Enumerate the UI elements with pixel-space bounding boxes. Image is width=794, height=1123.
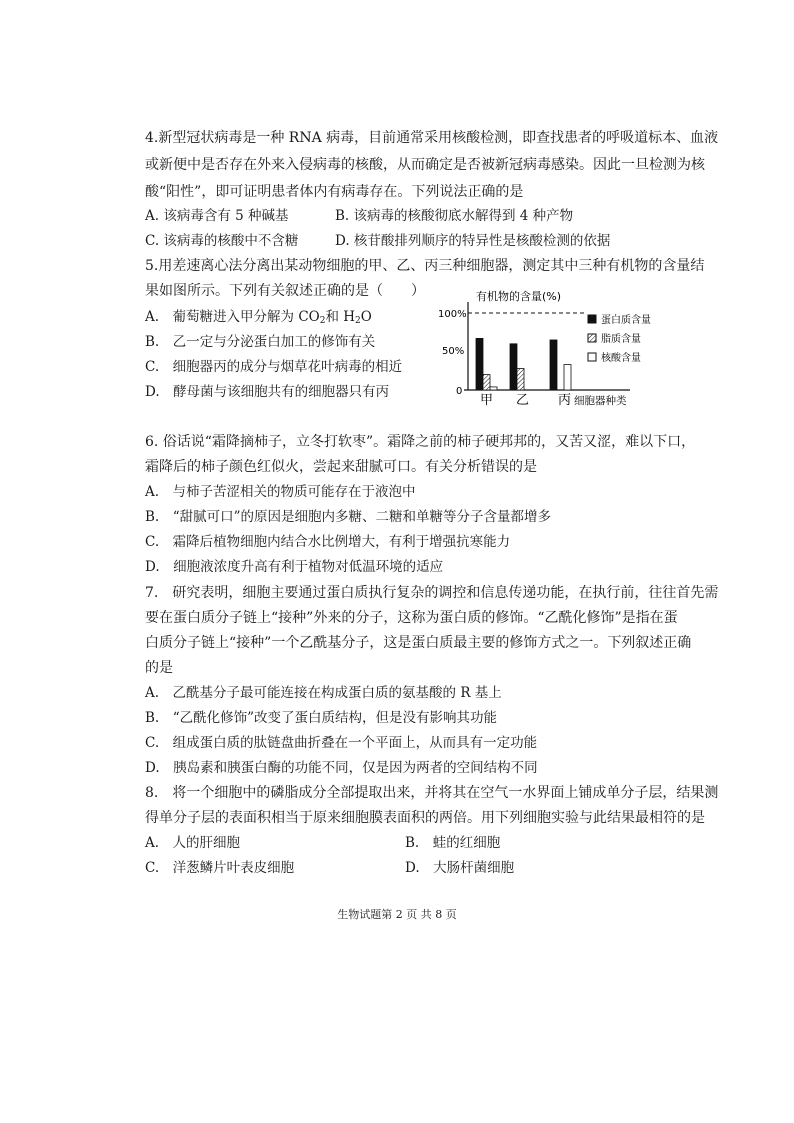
q4-option-d: D. 核苷酸排列顺序的特异性是核酸检测的依据 <box>335 233 611 249</box>
q6-stem-line-1: 6. 俗话说“霜降摘柿子，立冬打软枣”。霜降之前的柿子硬邦邦的，又苦又涩，难以下口， <box>145 434 696 450</box>
organelle-content-chart <box>418 288 668 410</box>
chart-category-yi: 乙 <box>516 393 530 408</box>
q4-stem-line-1: 4.新型冠状病毒是一种 RNA 病毒，目前通常采用核酸检测，即查找患者的呼吸道标本、血液 <box>145 130 719 146</box>
q4-option-b: B. 该病毒的核酸彻底水解得到 4 种产物 <box>335 208 574 224</box>
chart-ytick-0: 0 <box>456 386 463 397</box>
bar-protein-1 <box>476 338 483 390</box>
q5-option-a: A. 葡萄糖进入甲分解为 $CO_2$和 $H_2O$ <box>145 309 372 326</box>
q8-option-b: B. 蛙的红细胞 <box>405 835 501 851</box>
bar-protein-3 <box>550 340 557 390</box>
q6-option-b: B. “甜腻可口”的原因是细胞内多糖、二糖和单糖等分子含量都增多 <box>145 509 552 525</box>
q8-option-c: C. 洋葱鳞片叶表皮细胞 <box>145 860 295 876</box>
chart-title: 有机物的含量(%) <box>476 290 562 303</box>
q5-stem-line-2: 果如图所示。下列有关叙述正确的是（ ） <box>145 283 425 299</box>
bar-protein-2 <box>510 344 517 390</box>
q8-stem-line-2: 得单分子层的表面积相当于原来细胞膜表面积的两倍。用下列细胞实验与此结果最相符的是 <box>145 810 705 826</box>
q7-option-a: A. 乙酰基分子最可能连接在构成蛋白质的氨基酸的 R 基上 <box>145 685 502 701</box>
legend-label-lipid: 脂质含量 <box>601 334 641 345</box>
q8-option-a: A. 人的肝细胞 <box>145 835 241 851</box>
q6-stem-line-2: 霜降后的柿子颜色红似火，尝起来甜腻可口。有关分析错误的是 <box>145 459 537 475</box>
q7-option-c: C. 组成蛋白质的肽链盘曲折叠在一个平面上，从而具有一定功能 <box>145 735 538 751</box>
bar-lipid-2 <box>517 368 524 390</box>
legend-label-protein: 蛋白质含量 <box>601 315 651 326</box>
q6-option-a: A. 与柿子苦涩相关的物质可能存在于液泡中 <box>145 484 416 500</box>
bar-nucleic-1 <box>490 387 497 390</box>
q4-stem-line-2: 或新便中是否存在外来入侵病毒的核酸，从而确定是否被新冠病毒感染。因此一旦检测为核 <box>145 157 705 173</box>
bar-nucleic-3 <box>564 365 571 390</box>
legend-label-nucleic: 核酸含量 <box>601 353 641 364</box>
chart-ytick-100: 100% <box>438 309 467 320</box>
q4-option-c: C. 该病毒的核酸中不含糖 <box>145 233 299 249</box>
q7-stem-line-3: 白质分子链上“接种”一个乙酰基分子，这是蛋白质最主要的修饰方式之一。下列叙述正确 <box>145 635 692 651</box>
q5-option-b: B. 乙一定与分泌蛋白加工的修饰有关 <box>145 334 376 350</box>
q7-option-b: B. “乙酰化修饰”改变了蛋白质结构，但是没有影响其功能 <box>145 710 498 726</box>
legend-swatch-nucleic <box>588 353 596 361</box>
q4-option-a: A. 该病毒含有 5 种碱基 <box>145 208 289 224</box>
q8-stem-line-1: 8. 将一个细胞中的磷脂成分全部提取出来，并将其在空气一水界面上铺成单分子层，结果测 <box>145 785 719 801</box>
chart-ytick-50: 50% <box>442 346 465 357</box>
q5-stem-line-1: 5.用差速离心法分离出某动物细胞的甲、乙、丙三种细胞器，测定其中三种有机物的含量结 <box>145 258 705 274</box>
q6-option-c: C. 霜降后植物细胞内结合水比例增大，有利于增强抗寒能力 <box>145 534 511 550</box>
legend-swatch-lipid <box>588 334 596 342</box>
q7-stem-line-1: 7. 研究表明，细胞主要通过蛋白质执行复杂的调控和信息传递功能，在执行前，往往首先需 <box>145 585 719 601</box>
chart-x-label: 细胞器种类 <box>574 395 627 407</box>
q5-option-c: C. 细胞器丙的成分与烟草花叶病毒的相近 <box>145 359 403 375</box>
q6-option-d: D. 细胞液浓度升高有利于植物对低温环境的适应 <box>145 559 444 575</box>
q7-stem-line-4: 的是 <box>145 660 173 676</box>
page-footer: 生物试题第 2 页 共 8 页 <box>337 908 457 921</box>
q5-option-d: D. 酵母菌与该细胞共有的细胞器只有丙 <box>145 384 390 400</box>
q7-option-d: D. 胰岛素和胰蛋白酶的功能不同，仅是因为两者的空间结构不同 <box>145 760 538 776</box>
q7-stem-line-2: 要在蛋白质分子链上“接种”外来的分子，这称为蛋白质的修饰。“乙酰化修饰”是指在蛋 <box>145 610 678 626</box>
legend-swatch-protein <box>588 315 596 323</box>
q8-option-d: D. 大肠杆菌细胞 <box>405 860 515 876</box>
chart-category-bing: 丙 <box>558 393 572 408</box>
chart-category-jia: 甲 <box>480 393 494 408</box>
q4-stem-line-3: 酸“阳性”，即可证明患者体内有病毒存在。下列说法正确的是 <box>145 184 524 200</box>
bar-lipid-1 <box>483 375 490 390</box>
